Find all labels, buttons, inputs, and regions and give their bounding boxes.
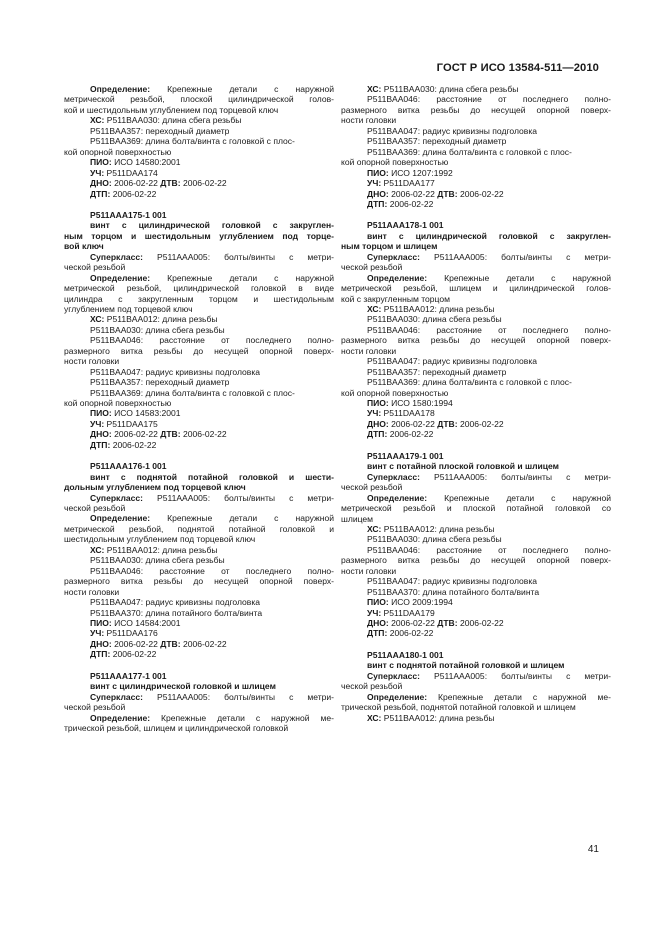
- entry-code: P511AAA175-1 001: [90, 209, 167, 220]
- definition-line: кой с закругленным торцом: [341, 293, 450, 304]
- definition-line: трической резьбой, шлицем и цилиндрической головкой: [64, 723, 289, 733]
- definition-line: Определение: Крепежные детали с наружной: [367, 272, 611, 283]
- source-line: ПИО: ИСО 14583:2001: [90, 408, 181, 419]
- characteristic-line: P511BAA046: расстояние от последнего полно-: [367, 324, 611, 335]
- characteristic-line: P511BAA357: переходный диаметр: [90, 377, 230, 388]
- definition-line: метрической резьбой и плоской потайной головкой со: [341, 503, 611, 514]
- entry-p511aaa180: [341, 650, 611, 723]
- characteristic-line: размерного витка резьбы до несущей опорной поверх-: [341, 104, 611, 115]
- characteristic-line: P511BAA357: переходный диаметр: [367, 366, 507, 377]
- right-column: [341, 84, 611, 734]
- characteristic-line: P511BAA047: радиус кривизны подголовка: [90, 366, 261, 377]
- entry-title-line: винт с цилиндрической головкой и шлицем: [90, 681, 276, 692]
- definition-line: метрической резьбой, шлицем и цилиндрической голов-: [341, 283, 611, 294]
- entry-p511aaa179: [341, 451, 611, 639]
- definition-line: трической резьбой, поднятой потайной головкой и шлицем: [341, 702, 576, 713]
- superclass-line: ческой резьбой: [341, 482, 403, 493]
- source-line: ПИО: ИСО 1580:1994: [367, 398, 453, 409]
- entry-continued-left: [64, 84, 334, 199]
- characteristic-line: P511BAA046: расстояние от последнего полно-: [90, 565, 334, 576]
- uch-line: УЧ: P511DAA174: [90, 167, 158, 178]
- characteristic-line: P511BAA030: длина сбега резьбы: [367, 534, 502, 545]
- source-line: ПИО: ИСО 1207:1992: [367, 167, 453, 178]
- dates-line: ДНО: 2006-02-22 ДТВ: 2006-02-22: [367, 418, 504, 429]
- characteristic-line: P511BAA047: радиус кривизны подголовка: [90, 597, 261, 608]
- entry-code: P511AAA178-1 001: [367, 220, 444, 231]
- characteristic-line: ХС: P511BAA030: длина сбега резьбы: [90, 115, 242, 126]
- entry-code: P511AAA180-1 001: [367, 649, 444, 660]
- uch-line: УЧ: P511DAA178: [367, 408, 435, 419]
- characteristic-line: ности головки: [64, 586, 120, 597]
- entry-p511aaa178: [341, 220, 611, 439]
- characteristic-line: ности головки: [341, 345, 397, 356]
- dates-line: ДНО: 2006-02-22 ДТВ: 2006-02-22: [367, 618, 504, 628]
- uch-line: УЧ: P511DAA179: [367, 607, 435, 618]
- superclass-line: ческой резьбой: [341, 262, 403, 273]
- page-header: ГОСТ Р ИСО 13584-511—2010: [436, 62, 599, 74]
- superclass-line: ческой резьбой: [64, 702, 126, 713]
- superclass-line: Суперкласс: P511AAA005: болты/винты с метри-: [90, 251, 334, 262]
- characteristic-line: кой опорной поверхностью: [64, 146, 172, 157]
- characteristic-line: P511BAA369: длина болта/винта с головкой с плос-: [90, 136, 295, 147]
- dtp-line: ДТП: 2006-02-22: [90, 188, 157, 199]
- entry-title-line: винт с цилиндрической головкой с закруглен-: [90, 220, 334, 231]
- entry-title-line: винт с поднятой потайной головкой и шлицем: [367, 660, 565, 671]
- dtp-line: ДТП: 2006-02-22: [367, 429, 434, 440]
- characteristic-line: P511BAA030: длина сбега резьбы: [90, 555, 225, 566]
- superclass-line: Суперкласс: P511AAA005: болты/винты с метри-: [90, 691, 334, 702]
- entry-title-line: винт с цилиндрической головкой с закруглен-: [367, 230, 611, 241]
- superclass-line: Суперкласс: P511AAA005: болты/винты с метри-: [367, 471, 611, 482]
- source-line: ПИО: ИСО 14580:2001: [90, 157, 181, 168]
- entry-title-line: ным торцом и шлицем: [341, 241, 438, 252]
- characteristic-line: P511BAA030: длина сбега резьбы: [367, 314, 502, 325]
- definition-line: кой и шестидольным углублением под торцевой ключ: [64, 104, 279, 115]
- characteristic-line: P511BAA370: длина потайного болта/винта: [367, 586, 540, 597]
- characteristic-line: ХС: P511BAA012: длина резьбы: [367, 712, 495, 723]
- dtp-line: ДТП: 2006-02-22: [367, 198, 434, 209]
- dtp-line: ДТП: 2006-02-22: [367, 628, 434, 639]
- superclass-line: Суперкласс: P511AAA005: болты/винты с метри-: [367, 251, 611, 262]
- dates-line: ДНО: 2006-02-22 ДТВ: 2006-02-22: [90, 638, 227, 649]
- characteristic-line: размерного витка резьбы до несущей опорной поверх-: [64, 345, 334, 356]
- characteristic-line: P511BAA369: длина болта/винта с головкой с плос-: [367, 146, 572, 157]
- characteristic-line: размерного витка резьбы до несущей опорной поверх-: [341, 555, 611, 566]
- characteristic-line: P511BAA047: радиус кривизны подголовка: [367, 356, 538, 367]
- definition-line: углублением под торцевой ключ: [64, 303, 193, 314]
- characteristic-line: P511BAA370: длина потайного болта/винта: [90, 607, 263, 618]
- characteristic-line: ности головки: [341, 115, 397, 126]
- uch-line: УЧ: P511DAA175: [90, 418, 158, 429]
- characteristic-line: кой опорной поверхностью: [341, 387, 449, 398]
- dtp-line: ДТП: 2006-02-22: [90, 649, 157, 660]
- dates-line: ДНО: 2006-02-22 ДТВ: 2006-02-22: [367, 188, 504, 199]
- definition-line: Определение: Крепежные детали с наружной: [367, 492, 611, 503]
- characteristic-line: P511BAA357: переходный диаметр: [90, 125, 230, 136]
- definition-line: метрической резьбой, поднятой потайной головкой и: [64, 523, 334, 534]
- characteristic-line: P511BAA046: расстояние от последнего полно-: [367, 94, 611, 105]
- entry-code: P511AAA177-1 001: [90, 670, 167, 681]
- characteristic-line: P511BAA030: длина сбега резьбы: [90, 324, 225, 335]
- left-column: [64, 84, 334, 744]
- entry-title-line: вой ключ: [64, 241, 104, 252]
- characteristic-line: ности головки: [64, 356, 120, 367]
- characteristic-line: размерного витка резьбы до несущей опорной поверх-: [64, 576, 334, 587]
- entry-p511aaa176: [64, 461, 334, 660]
- superclass-line: ческой резьбой: [64, 503, 126, 514]
- characteristic-line: P511BAA046: расстояние от последнего полно-: [367, 544, 611, 555]
- definition-line: Определение: Крепежные детали с наружной: [90, 272, 334, 283]
- uch-line: УЧ: P511DAA177: [367, 178, 435, 189]
- characteristic-line: ХС: P511BAA012: длина резьбы: [90, 314, 218, 325]
- entry-code: P511AAA176-1 001: [90, 461, 167, 472]
- source-line: ПИО: ИСО 14584:2001: [90, 617, 181, 628]
- definition-line: Определение: Крепежные детали с наружной: [90, 84, 334, 94]
- characteristic-line: кой опорной поверхностью: [64, 397, 172, 408]
- characteristic-line: ности головки: [341, 565, 397, 576]
- source-line: ПИО: ИСО 2009:1994: [367, 597, 453, 608]
- page-number: 41: [587, 844, 599, 855]
- characteristic-line: кой опорной поверхностью: [341, 157, 449, 168]
- definition-line: Определение: Крепежные детали с наружной ме-: [90, 712, 334, 723]
- characteristic-line: P511BAA046: расстояние от последнего полно-: [90, 335, 334, 346]
- definition-line: цилиндра с закругленным торцом и шестидольным: [64, 293, 334, 304]
- entry-code: P511AAA179-1 001: [367, 450, 444, 461]
- definition-line: шлицем: [341, 513, 374, 524]
- definition-line: метрической резьбой, цилиндрической головкой в виде: [64, 283, 334, 294]
- characteristic-line: P511BAA047: радиус кривизны подголовка: [367, 576, 538, 587]
- characteristic-line: размерного витка резьбы до несущей опорной поверх-: [341, 335, 611, 346]
- characteristic-line: ХС: P511BAA012: длина резьбы: [90, 544, 218, 555]
- definition-label: Определение:: [90, 84, 151, 94]
- characteristic-line: P511BAA369: длина болта/винта с головкой с плос-: [90, 387, 295, 398]
- characteristic-line: P511BAA047: радиус кривизны подголовка: [367, 125, 538, 136]
- definition-line: шестидольным углублением под торцевой ключ: [64, 534, 256, 545]
- entry-title-line: дольным углублением под торцевой ключ: [64, 482, 246, 493]
- definition-line: Определение: Крепежные детали с наружной ме-: [367, 691, 611, 702]
- entry-title-line: винт с потайной плоской головкой и шлицем: [367, 461, 560, 472]
- entry-title-line: винт с поднятой потайной головкой и шести-: [90, 471, 334, 482]
- dates-line: ДНО: 2006-02-22 ДТВ: 2006-02-22: [90, 178, 227, 189]
- dtp-line: ДТП: 2006-02-22: [90, 439, 157, 450]
- characteristic-line: ХС: P511BAA012: длина резьбы: [367, 303, 495, 314]
- dates-line: ДНО: 2006-02-22 ДТВ: 2006-02-22: [90, 429, 227, 440]
- entry-p511aaa177: [64, 671, 334, 734]
- characteristic-line: ХС: P511BAA030: длина сбега резьбы: [367, 84, 519, 94]
- characteristics-label: ХС:: [90, 115, 105, 126]
- entry-title-line: ным торцом и шестидольным углублением под торце-: [64, 230, 334, 241]
- characteristic-line: P511BAA369: длина болта/винта с головкой с плос-: [367, 377, 572, 388]
- uch-line: УЧ: P511DAA176: [90, 628, 158, 639]
- superclass-line: ческой резьбой: [341, 681, 403, 692]
- superclass-line: Суперкласс: P511AAA005: болты/винты с метри-: [90, 492, 334, 503]
- characteristic-line: ХС: P511BAA012: длина резьбы: [367, 523, 495, 534]
- entry-p511aaa175: [64, 210, 334, 450]
- entry-continued-right: [341, 84, 611, 209]
- definition-line: метрической резьбой, плоской цилиндрической голов-: [64, 94, 334, 105]
- definition-line: Определение: Крепежные детали с наружной: [90, 513, 334, 524]
- characteristic-line: P511BAA357: переходный диаметр: [367, 136, 507, 147]
- superclass-line: ческой резьбой: [64, 262, 126, 273]
- superclass-line: Суперкласс: P511AAA005: болты/винты с метри-: [367, 670, 611, 681]
